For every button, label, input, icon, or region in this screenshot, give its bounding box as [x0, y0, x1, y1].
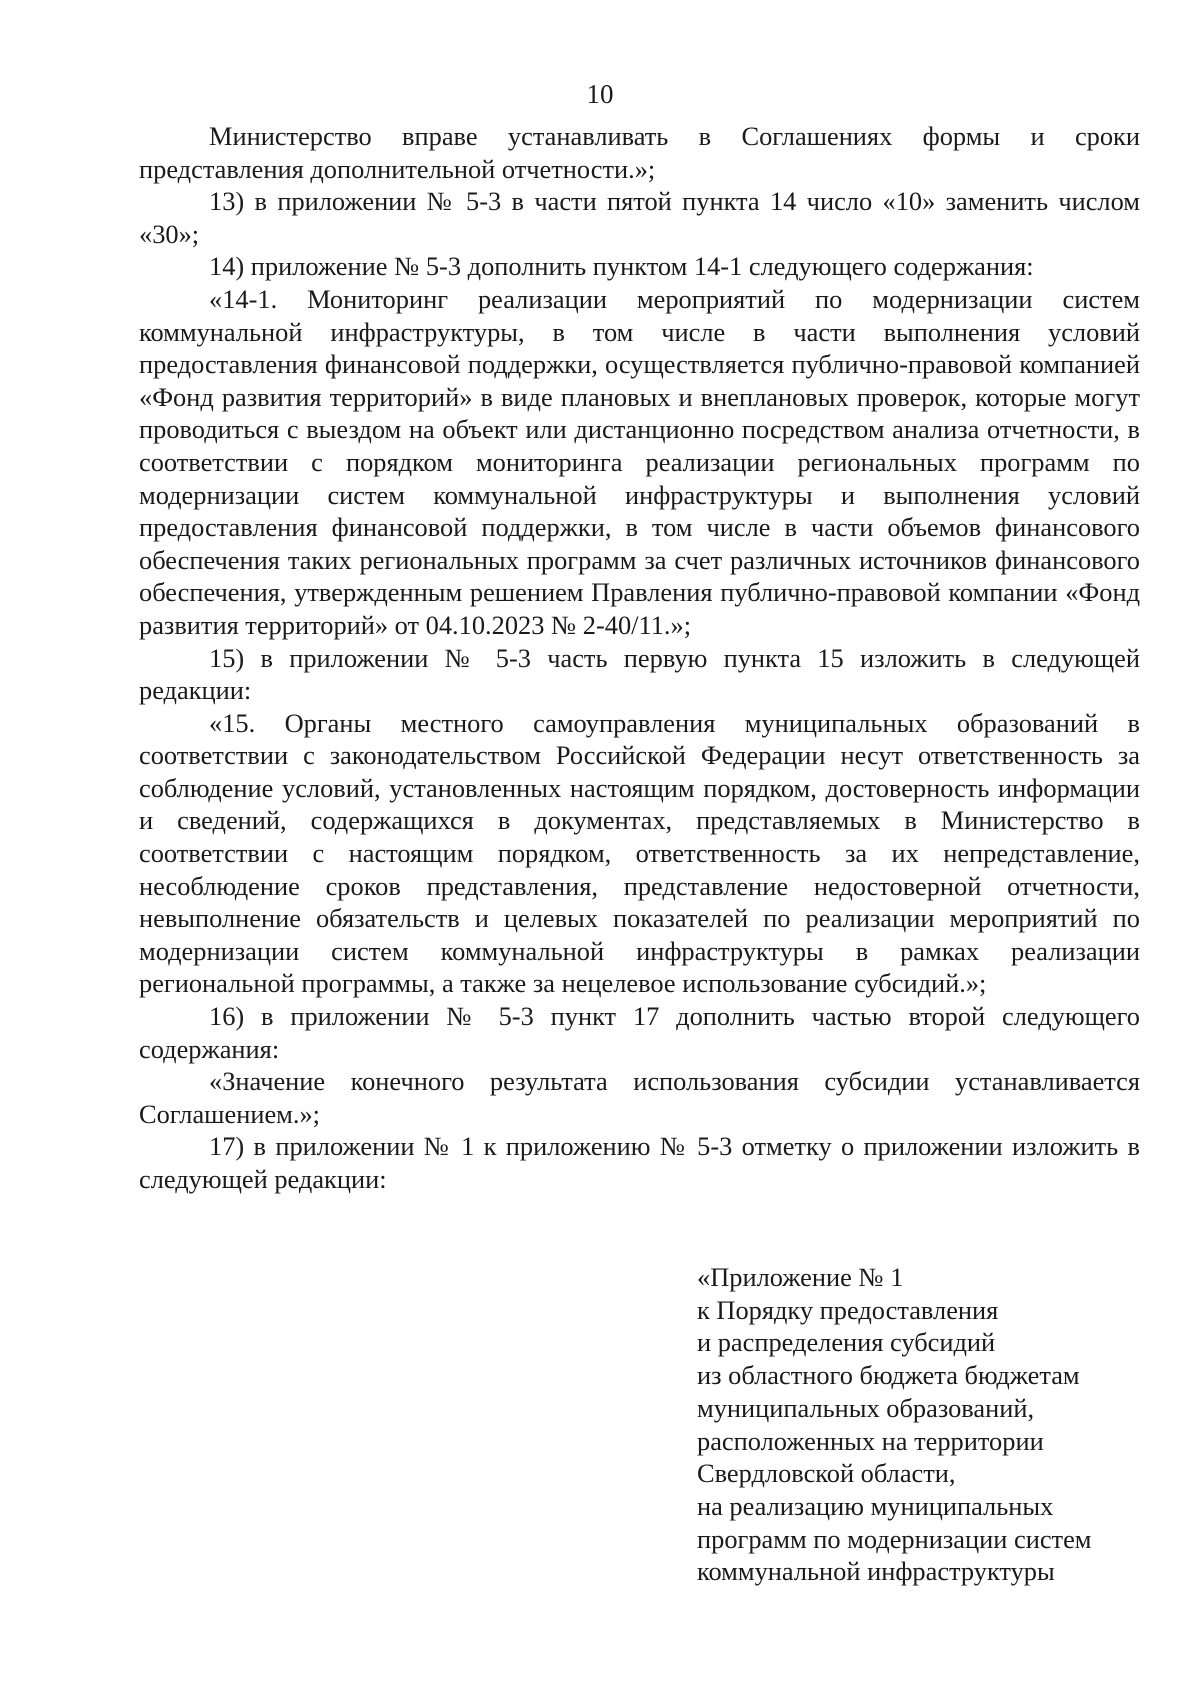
appendix-line: «Приложение № 1 [697, 1262, 904, 1292]
appendix-line: к Порядку предоставления [697, 1294, 999, 1325]
paragraph: 13) в приложении № 5-3 в части пятой пункта 14 число «10» заменить числом «30»; [139, 186, 1140, 249]
appendix-heading-block [697, 1261, 1137, 1588]
appendix-line: коммунальной инфраструктуры [697, 1556, 1055, 1587]
paragraph: 14) приложение № 5-3 дополнить пунктом 14-1 следующего содержания: [209, 251, 1034, 282]
appendix-line: программ по модернизации систем [697, 1523, 1092, 1554]
appendix-line: из областного бюджета бюджетам [697, 1360, 1080, 1391]
appendix-line: на реализацию муниципальных [697, 1490, 1054, 1521]
paragraph: «14-1. Мониторинг реализации мероприятий по модернизации систем коммунальной инфраструктуры, в том числе в части выполнения условий предоставления финансовой поддержки, осуществляется публично-правовой компанией «Фонд развития территорий» в виде плановых и внеплановых проверок, которые могут проводиться с выездом на объект или дистанционно посредством анализа отчетности, в соответствии с порядком мониторинга реализации региональных программ по модернизации систем коммунальной инфраструктуры и выполнения условий предоставления финансовой поддержки, в том числе в части объемов финансового обеспечения таких региональных программ за счет различных источников финансового обеспечения, утвержденным решением Правления публично-правовой компании «Фонд развития территорий» от 04.10.2023 № 2-40/11.»; [139, 283, 1140, 640]
paragraph: 16) в приложении № 5-3 пункт 17 дополнить частью второй следующего содержания: [139, 1001, 1140, 1064]
paragraph: Министерство вправе устанавливать в Соглашениях формы и сроки представления дополнительной отчетности.»; [139, 121, 1140, 184]
appendix-line: Свердловской области, [697, 1458, 956, 1489]
paragraph: «15. Органы местного самоуправления муниципальных образований в соответствии с законодательством Российской Федерации несут ответственность за соблюдение условий, установленных настоящим порядком, достоверность информации и сведений, содержащихся в документах, представляемых в Министерство в соответствии с настоящим порядком, ответственность за их непредставление, несоблюдение сроков представления, представление недостоверной отчетности, невыполнение обязательств и целевых показателей по реализации мероприятий по модернизации систем коммунальной инфраструктуры в рамках реализации региональной программы, а также за нецелевое использование субсидий.»; [139, 707, 1140, 999]
page-number: 10 [586, 79, 614, 109]
paragraph: 15) в приложении № 5-3 часть первую пункта 15 изложить в следующей редакции: [139, 642, 1140, 706]
paragraph: «Значение конечного результата использования субсидии устанавливается Соглашением.»; [139, 1066, 1140, 1129]
appendix-line: и распределения субсидий [697, 1327, 996, 1358]
appendix-line: муниципальных образований, [697, 1392, 1035, 1423]
document-body [139, 120, 1140, 1196]
paragraph: 17) в приложении № 1 к приложению № 5-3 отметку о приложении изложить в следующей редакции: [139, 1131, 1140, 1194]
appendix-line: расположенных на территории [697, 1425, 1044, 1456]
